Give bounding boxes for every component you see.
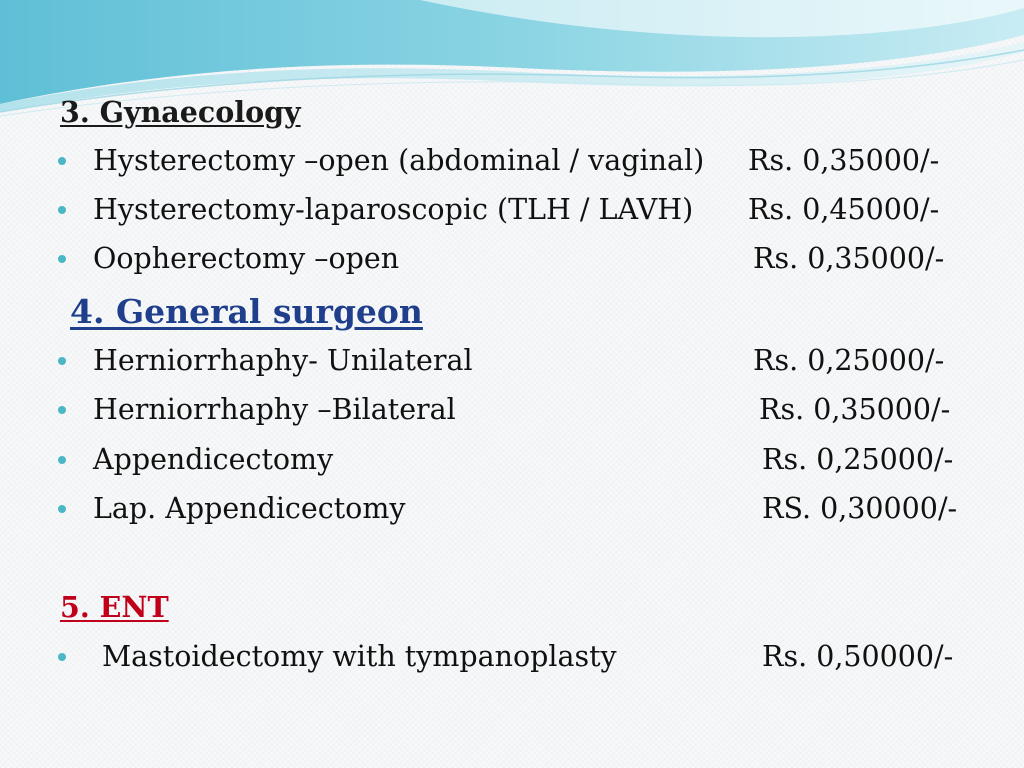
procedure-name: Herniorrhaphy- Unilateral <box>93 344 473 377</box>
procedure-name: Appendicectomy <box>93 443 334 476</box>
list-item <box>0 341 1024 381</box>
bullet-dot-icon <box>58 357 66 365</box>
procedure-price: Rs. 0,25000/- <box>762 443 954 476</box>
list-item <box>0 239 1024 279</box>
procedure-name: Mastoidectomy with tympanoplasty <box>102 640 617 673</box>
list-item <box>0 440 1024 480</box>
bullet-dot-icon <box>58 505 66 513</box>
bullet-dot-icon <box>58 653 66 661</box>
procedure-name: Lap. Appendicectomy <box>93 492 406 525</box>
procedure-name: Herniorrhaphy –Bilateral <box>93 393 456 426</box>
list-item <box>0 390 1024 430</box>
section-heading-ent: 5. ENT <box>60 590 169 624</box>
list-item <box>0 489 1024 529</box>
procedure-price: Rs. 0,25000/- <box>753 344 945 377</box>
procedure-price: Rs. 0,50000/- <box>762 640 954 673</box>
list-item <box>0 190 1024 230</box>
section-heading-general-surgeon: 4. General surgeon <box>70 292 423 331</box>
bullet-dot-icon <box>58 255 66 263</box>
procedure-name: Hysterectomy –open (abdominal / vaginal) <box>93 144 705 177</box>
list-item <box>0 141 1024 181</box>
procedure-price: Rs. 0,35000/- <box>753 242 945 275</box>
procedure-name: Hysterectomy-laparoscopic (TLH / LAVH) <box>93 193 694 226</box>
bullet-dot-icon <box>58 456 66 464</box>
procedure-price: Rs. 0,35000/- <box>748 144 940 177</box>
list-item <box>0 637 1024 677</box>
bullet-dot-icon <box>58 157 66 165</box>
bullet-dot-icon <box>58 406 66 414</box>
procedure-price: RS. 0,30000/- <box>762 492 958 525</box>
procedure-price: Rs. 0,45000/- <box>748 193 940 226</box>
procedure-name: Oopherectomy –open <box>93 242 400 275</box>
procedure-price: Rs. 0,35000/- <box>759 393 951 426</box>
section-heading-gynaecology: 3. Gynaecology <box>60 95 301 129</box>
bullet-dot-icon <box>58 206 66 214</box>
